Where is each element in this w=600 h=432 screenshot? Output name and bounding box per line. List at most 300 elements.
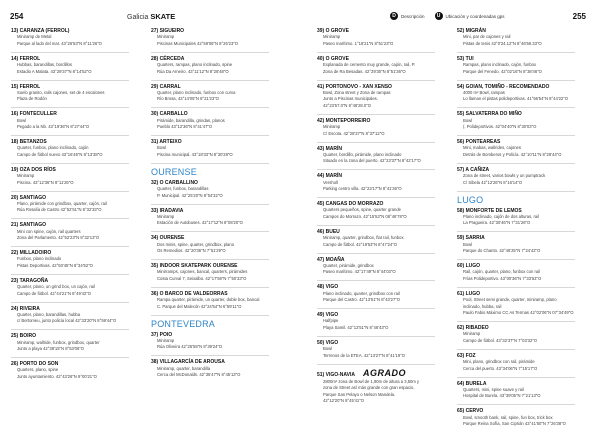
spot-entry [457, 353, 575, 372]
divider [457, 107, 575, 108]
spot-detail-line: Parque do Chanto. 42°46'25"N 7°24'42"O [463, 248, 541, 253]
spot-title: 64) BURELA [457, 380, 487, 387]
spot-details [457, 62, 575, 75]
spot-details [151, 338, 269, 351]
spot-detail-line: Funbox, plano inclinado [17, 256, 62, 262]
divider [151, 80, 269, 81]
spot-entry [457, 111, 575, 130]
spot-detail-line: Quarter, bordillo, pirámide, plano inclinado [323, 151, 402, 157]
spot-title: 20) SANTIAGO [11, 194, 47, 201]
spot-detail-line: Pirámide, barandilla, grindas, planos [157, 117, 225, 123]
spot-details [457, 145, 575, 158]
spot-detail-line: Terrenos de la ETEA. 42°13'27"N 8°41'19"O [323, 352, 405, 358]
spot-detail-line: Piscina. 43°12'36"N 8°11'26"O [17, 179, 74, 185]
spot-entry [457, 28, 575, 47]
divider [151, 315, 269, 316]
spot-title: 30) CARBALLO [151, 111, 188, 118]
spot-details [151, 62, 269, 75]
divider [151, 52, 269, 53]
page-number-left: 254 [10, 12, 24, 21]
spot-details [317, 124, 435, 137]
spot-title: 40) O GROVE [317, 55, 349, 62]
spot-details [11, 173, 129, 186]
spot-title: 35) INDOOR SKATEPARK OURENSE [151, 263, 238, 269]
divider [457, 377, 575, 378]
spot-detail-line: Piscina municipal. 43°18'33"N 8°30'28"O [157, 151, 233, 157]
spot-title: 47) MOAÑA [317, 256, 345, 263]
spot-title: 26) PORTO DO SON [11, 361, 59, 367]
spot-entry [11, 222, 129, 241]
spot-detail-line: Miniramp [323, 124, 341, 129]
spot-entry [457, 84, 575, 103]
spot-entry [11, 84, 129, 103]
section-title [127, 12, 175, 21]
divider [11, 135, 129, 136]
spot-entry [151, 56, 269, 75]
spot-title: 57) A CAÑIZA [457, 166, 490, 173]
spot-detail-line: Rampa quarter, pirámide, un quarter, doble box, bancal [157, 297, 260, 302]
spot-detail-line: zona de Street así más grande con gran espacio. [323, 385, 415, 391]
spot-details [11, 118, 129, 131]
spot-details [151, 297, 269, 310]
spot-detail-line: La Pragueira. 42°30'46"N 7°31'26"O [463, 220, 531, 226]
spot-details [317, 346, 435, 359]
spot-detail-line: Zona de street, varios bowls y un pumptrack [463, 173, 546, 178]
spot-detail-line: Plano inclinado, cajón de dos alturas, rail [463, 213, 540, 219]
spot-details [11, 284, 129, 297]
spot-title: 15) FERROL [11, 83, 41, 90]
spot-entry [457, 139, 575, 158]
spot-title: 58) MONFORTE DE LEMOS [457, 207, 522, 214]
divider [457, 231, 575, 232]
spot-details [151, 34, 269, 47]
spot-detail-line: Quarters pequeños, spine, quarter grande [323, 207, 401, 213]
spot-entry [11, 111, 129, 130]
spot-details [457, 297, 575, 317]
spot-detail-line: Cerca del puerto. 43°34'06"N 7°15'17"O [463, 365, 538, 371]
spot-detail-line: Bowl [157, 145, 167, 151]
spot-detail-line: Río Brosa, 43°14'05"N 8°21'23"O [157, 96, 219, 102]
divider [151, 231, 269, 232]
spot-entry [11, 28, 129, 47]
spot-detail-line: Parque Reina Sofía, San Ciprián 43°41'50"N 7°26'38"O [463, 421, 566, 426]
spot-details [457, 34, 575, 47]
divider [317, 225, 435, 226]
divider [11, 357, 129, 358]
spot-details [457, 90, 575, 103]
spot-details [11, 145, 129, 158]
spot-detail-line: Quarter, funbox, barandillas [157, 186, 209, 191]
spot-detail-line: Zona del Parlamento. 42°52'23"N 8°32'13"O [17, 235, 100, 240]
spot-detail-line: Explanada de cemento muy grande, cajón, rail, P. [323, 62, 416, 67]
spot-detail-line: Lo llaman el pistas polideportivas. 41°56'54"N 8°44'22"O [463, 96, 568, 102]
divider [11, 329, 129, 330]
spot-entry [457, 235, 575, 254]
spot-detail-line: Plaza de Rodón [17, 96, 47, 102]
spot-detail-line: 2800m² zona de Bowl de 1,90m de altura a 3,50m y [323, 378, 420, 384]
spot-detail-line: Bowl [17, 117, 27, 123]
spot-detail-line: Rampas, plano inclinado, cajón, funbox [463, 62, 537, 67]
page-number-right: 255 [572, 12, 586, 21]
spot-detail-line: Junto a playa 42°38'15"N 8°53'06"O [17, 346, 85, 351]
description-icon: D [390, 12, 398, 20]
spot-detail-line: (. Polideportivos. 42°04'40"N 8°30'03"O [463, 124, 537, 129]
spot-details [317, 180, 435, 193]
spot-entry [317, 340, 435, 359]
page-header [0, 0, 600, 28]
spot-detail-line: Costa Curval 7, Seixalbo. 42°17'59"N 7°50'33"O [157, 275, 247, 281]
spot-details [151, 214, 269, 227]
spot-details [317, 62, 435, 75]
spot-entry [457, 291, 575, 317]
divider [317, 336, 435, 337]
location-icon: U [435, 12, 443, 20]
spot-detail-line: Plano, pirámide con grindbox, quarter, cajón, rail [17, 200, 107, 206]
spot-detail-line: Hospital de Burela. 43°39'05"N 7°21'13"O [463, 393, 541, 399]
spot-detail-line: Halfpipe [323, 318, 339, 324]
spot-entry [317, 146, 435, 165]
spot-detail-line: 42°23'57.0"N 8°48'28.0"O [323, 102, 371, 108]
divider [11, 80, 129, 81]
spot-title: 62) RIBADEO [457, 325, 489, 331]
spot-details [457, 415, 575, 428]
spot-entry [11, 56, 129, 75]
spot-entry [11, 139, 129, 158]
spot-detail-line: C/ Escota. 42°28'37"N 8°37'12"O [323, 130, 385, 136]
spot-detail-line: Estadio A Malata. 43°29'37"N 8°14'52"O [17, 68, 92, 74]
spot-detail-line: Parque al lado del mar. 43°26'53"N 8°11'26"O [17, 40, 102, 46]
spot-details [11, 201, 129, 214]
spot-detail-line: Bowl, smooth bank, rail, spine, fun box, trick box [463, 414, 553, 420]
spot-detail-line: Parque San Pelayo o Nelson Mandela. [323, 391, 396, 397]
spot-entry [457, 167, 575, 186]
divider [457, 321, 575, 322]
spot-entry [317, 28, 435, 47]
title-subject: SKATE [150, 12, 176, 21]
spot-title: 54) GOIAN, TOMIÑO - RECOMENDADO [457, 83, 550, 90]
spot-detail-line: Quarter, plano, barandillas, hubba [17, 311, 81, 317]
spot-detail-line: Miniramp [157, 34, 175, 40]
spot-details [11, 340, 129, 353]
divider [11, 163, 129, 164]
column-1 [11, 28, 129, 385]
divider [317, 253, 435, 254]
divider [457, 163, 575, 164]
spot-title: 56) PONTEAREAS [457, 139, 501, 145]
spot-detail-line: Quarter, plano, un grind box, un cajón, rail [17, 284, 95, 289]
spot-details [457, 173, 575, 186]
spot-title: 18) BETANZOS [11, 139, 47, 145]
spot-title: 29) CARRAL [151, 83, 181, 90]
spot-title: 48) VIGO [317, 284, 339, 291]
spot-entry [151, 359, 269, 378]
spot-detail-line: Rúa Da Arneiro. 43°11'12"N 8°28'48"O [157, 68, 229, 74]
spot-detail-line: Cerca del McDonalds. 42°35'47"N 8°45'13"O [157, 372, 241, 377]
divider [317, 364, 435, 365]
spot-title: 52) MIGRÁN [457, 28, 486, 34]
spot-details [11, 34, 129, 47]
spot-details [151, 145, 269, 158]
spot-detail-line: Pueblo 43°12'36"N 8°41'47"O [157, 124, 213, 129]
spot-title: 46) BUEU [317, 228, 340, 235]
legend [390, 12, 505, 20]
divider [11, 191, 129, 192]
spot-detail-line: Minirramps, cajones, bancal, quarters, pirámides [157, 269, 248, 275]
spot-entry [457, 208, 575, 227]
spot-detail-line: Miniramp [463, 331, 481, 337]
divider [11, 246, 129, 247]
legend-label-location: Ubicación y coordenadas gps [445, 13, 505, 19]
spot-detail-line: Quarter, plano inclinado, funbox con curva [157, 89, 236, 95]
spot-entry [317, 56, 435, 75]
spot-entry [151, 28, 269, 47]
spot-entry [317, 84, 435, 110]
spot-detail-line: Bowl [323, 346, 333, 351]
spot-details [11, 90, 129, 103]
divider [151, 287, 269, 288]
column-3 [317, 28, 435, 409]
spot-title: 63) FOZ [457, 352, 476, 359]
spot-detail-line: Miniramp, quarter, grindbox, flat rail, funbox [323, 235, 404, 240]
divider [151, 135, 269, 136]
spot-entry [151, 208, 269, 227]
spot-entry [457, 381, 575, 400]
spot-detail-line: Mini, mabas, wallrides, cajones [463, 145, 521, 151]
spot-entry [457, 263, 575, 282]
spot-entry [151, 332, 269, 351]
spot-entry [317, 368, 435, 405]
spot-detail-line: Junto a Piscinas municipales. [323, 96, 378, 102]
column-4 [457, 28, 575, 432]
spot-detail-line: Bowl [463, 117, 473, 123]
spot-title: 50) VIGO [317, 339, 339, 346]
spot-detail-line: Parque del Fenedo. 42°02'16"N 8°38'46"O [463, 68, 542, 74]
spot-detail-line: Miniramp [157, 213, 175, 219]
spot-detail-line: Playa Samil. 42°12'51"N 8°46'43"O [323, 324, 389, 330]
spot-entry [11, 361, 129, 380]
spot-detail-line: Os Remedios. 42°20'36"N 7°51'29"O [157, 248, 226, 253]
divider [11, 52, 129, 53]
spot-detail-line: Miniramp [323, 34, 341, 40]
spot-detail-line: Campo de fútbol. 42°44'21"N 8°49'42"O [17, 290, 92, 296]
spot-details [151, 366, 269, 379]
column-2 [151, 28, 269, 383]
spot-detail-line: Quarters, mini, spine suave y rail [463, 386, 524, 392]
legend-label-description: Descripción [401, 13, 425, 19]
spot-detail-line: Hubbas, barandillas, bordillos [17, 62, 72, 67]
divider [457, 259, 575, 260]
spot-detail-line: Suelo granito, rails cajones, set de 4 escalones [17, 89, 105, 95]
spot-title: 60) LUGO [457, 263, 481, 269]
spot-entry [151, 235, 269, 254]
spot-details [317, 235, 435, 248]
divider [151, 259, 269, 260]
spot-detail-line: P. Municipal. 42°25'20"N 8°04'32"O [157, 192, 223, 198]
spot-detail-line: Paulo Fabio Máximo CC As Termas 42°02'06"N 07°34'49"O [463, 310, 574, 315]
spot-details [11, 256, 129, 269]
title-region: Galicia [127, 14, 149, 21]
spot-entry [11, 167, 129, 186]
spot-details [151, 118, 269, 131]
spot-details [457, 269, 575, 282]
spot-title: 33) IRADAVIA [151, 207, 184, 214]
spot-title: 34) OURENSE [151, 235, 185, 242]
spot-entry [11, 278, 129, 297]
spot-details [317, 34, 435, 47]
spot-details [317, 263, 435, 276]
spot-details [151, 242, 269, 255]
spot-title: 53) TUI [457, 55, 474, 62]
spot-entry [317, 173, 435, 192]
spot-title: 51) VIGO-NAVIA [317, 371, 355, 378]
spot-details [317, 379, 435, 405]
spot-detail-line: Miniramp, wallride, funbox, grindbox, quarter [17, 339, 100, 345]
spot-title: 45) CANGAS DO MORRAZO [317, 201, 384, 207]
spot-title: 65) CERVO [457, 408, 484, 415]
spot-detail-line: Paseo marítimo. 42°17'49"N 8°44'03"O [323, 269, 396, 275]
divider [457, 349, 575, 350]
spot-details [11, 367, 129, 380]
divider [11, 302, 129, 303]
spot-title: 24) RIVEIRA [11, 305, 40, 312]
spot-detail-line: Parque del Castro. 42°13'51"N 8°43'27"O [323, 297, 401, 302]
divider [151, 204, 269, 205]
spot-entry [317, 201, 435, 220]
spot-title: 44) MARÍN [317, 173, 343, 180]
spot-title: 42) MONTEPORREIRO [317, 117, 371, 124]
spot-detail-line: Miniramp [157, 337, 175, 343]
spot-detail-line: Miniramp, quarter, barandilla [157, 365, 211, 371]
spot-details [11, 62, 129, 75]
spot-detail-line: Estación de Autobuses. 42°17'12"N 8°08'20"O [157, 220, 243, 226]
spot-details [317, 318, 435, 331]
divider [457, 404, 575, 405]
spot-title: 61) LUGO [457, 290, 481, 297]
spot-detail-line: Quarters, plano, spine [17, 367, 59, 373]
divider [11, 274, 129, 275]
spot-entry [317, 312, 435, 331]
divider [151, 355, 269, 356]
divider [317, 308, 435, 309]
spot-detail-line: Situado en la zona del puerto. 42°23'37"N 8°42'17"O [323, 158, 421, 164]
spot-details [457, 331, 575, 344]
spot-title: 22) MILLADOIRO [11, 250, 52, 256]
spot-title: 38) VILLAGARCÍA DE AROUSA [151, 359, 225, 366]
divider [317, 280, 435, 281]
spot-title: 36) O BARCO DE VALDEORRAS [151, 290, 228, 297]
spot-details [151, 269, 269, 282]
region-heading: OURENSE [151, 166, 197, 177]
spot-entry [457, 56, 575, 75]
spot-entry [457, 408, 575, 427]
spot-detail-line: Rúa Rosalía de Castro 42°52'51"N 8°32'33"O [17, 207, 102, 213]
divider [457, 191, 575, 192]
spot-detail-line: Campo de fútbol. 43°32'37"N 7°03'32"O [463, 337, 538, 343]
spot-entry [11, 306, 129, 325]
spot-title: 25) BOIRO [11, 333, 37, 340]
spot-detail-line: Rúa Oliveira 42°25'55"N 8°39'24"O [157, 344, 223, 350]
spot-title: 27) SIGUEIRO [151, 28, 185, 34]
spot-details [457, 387, 575, 400]
spot-detail-line: Bowl [463, 241, 473, 247]
spot-title: 39) O GROVE [317, 28, 349, 34]
spot-detail-line: Rail, cajón, quarter, plano, funbox con rail [463, 269, 541, 275]
divider [317, 52, 435, 53]
spot-entry [317, 257, 435, 276]
spot-detail-line: Quarters, rampas, plano inclinado, spine [157, 62, 233, 67]
spot-entry [11, 195, 129, 214]
region-heading: PONTEVEDRA [151, 318, 216, 329]
spot-details [151, 186, 269, 199]
spot-details [457, 359, 575, 372]
spot-details [457, 242, 575, 255]
spot-detail-line: Bowl, Zona street y Zona de rampas [323, 89, 391, 95]
divider [457, 287, 575, 288]
spot-entry [11, 250, 129, 269]
spot-detail-line: C/ Sibela 42°12'26"N 8°16'14"O [463, 179, 523, 185]
divider [457, 80, 575, 81]
spot-title: 55) SALVATERRA DO MIÑO [457, 111, 522, 118]
spot-detail-line: Mini con spine, cajón, rail quarters [17, 228, 81, 234]
spot-detail-line: Quarter, pirámide, grindbox [323, 262, 374, 268]
spot-detail-line: Pistas Deportivas. 42°50'45"N 8°34'52"O [17, 262, 93, 268]
spot-detail-line: Campo de fútbol nuevo 43°16'46"N 8°13'38"O [17, 151, 103, 157]
divider [317, 197, 435, 198]
divider [317, 169, 435, 170]
spot-detail-line: 42°12'20"N 8°45'41"O [323, 398, 364, 404]
spot-detail-line: Quarter, funbox, plano inclinado, cajón [17, 145, 89, 151]
region-heading: LUGO [457, 194, 484, 205]
spot-title: 16) FONTECULLER [11, 111, 57, 118]
divider [317, 114, 435, 115]
spot-detail-line: Plano inclinado, quarter, grindbox con rail [323, 290, 400, 296]
spot-details [11, 312, 129, 325]
divider [11, 218, 129, 219]
spot-details [317, 207, 435, 220]
spot-entry [317, 118, 435, 137]
spot-name [317, 368, 435, 379]
divider [457, 52, 575, 53]
spot-entry [317, 229, 435, 248]
spot-entry [457, 325, 575, 344]
divider [11, 107, 129, 108]
spot-entry [317, 284, 435, 303]
spot-title: 31) ARTEIXO [151, 139, 182, 145]
spot-detail-line: Miniramp [17, 173, 35, 178]
spot-detail-line: inclinado, hubba, rail [463, 303, 502, 309]
spot-details [457, 118, 575, 131]
spot-detail-line: c/ Bertomeu, junto policía local 42°33'20"N 8°59'44"O [17, 318, 117, 324]
spot-details [11, 229, 129, 242]
spot-entry [11, 333, 129, 352]
divider [151, 107, 269, 108]
spot-title: 41) PORTONOVO - XAN XENSO [317, 83, 392, 90]
spot-detail-line: Pool, Street semi grande, quarter, miniramp, plano [463, 297, 557, 302]
spot-details [317, 152, 435, 165]
spot-title: 19) OZA DOS RÍOS [11, 166, 56, 173]
spot-detail-line: Mini, par de cajones y rail [463, 34, 511, 40]
spot-entry [151, 263, 269, 282]
spot-title: 28) CÉRCEDA [151, 55, 185, 62]
spot-entry [151, 84, 269, 103]
brand-logo: AGRADO [362, 367, 406, 378]
spot-detail-line: Miniramp de Metal [17, 34, 52, 40]
spot-title: 49) VIGO [317, 312, 339, 318]
divider [151, 163, 269, 164]
spot-detail-line: Zona de Ra Besadas. 42°29'30"N 8°51'36"O [323, 68, 406, 74]
spot-title: 23) TARAGOÑA [11, 277, 49, 284]
spot-title: 21) SANTIAGO [11, 222, 47, 229]
